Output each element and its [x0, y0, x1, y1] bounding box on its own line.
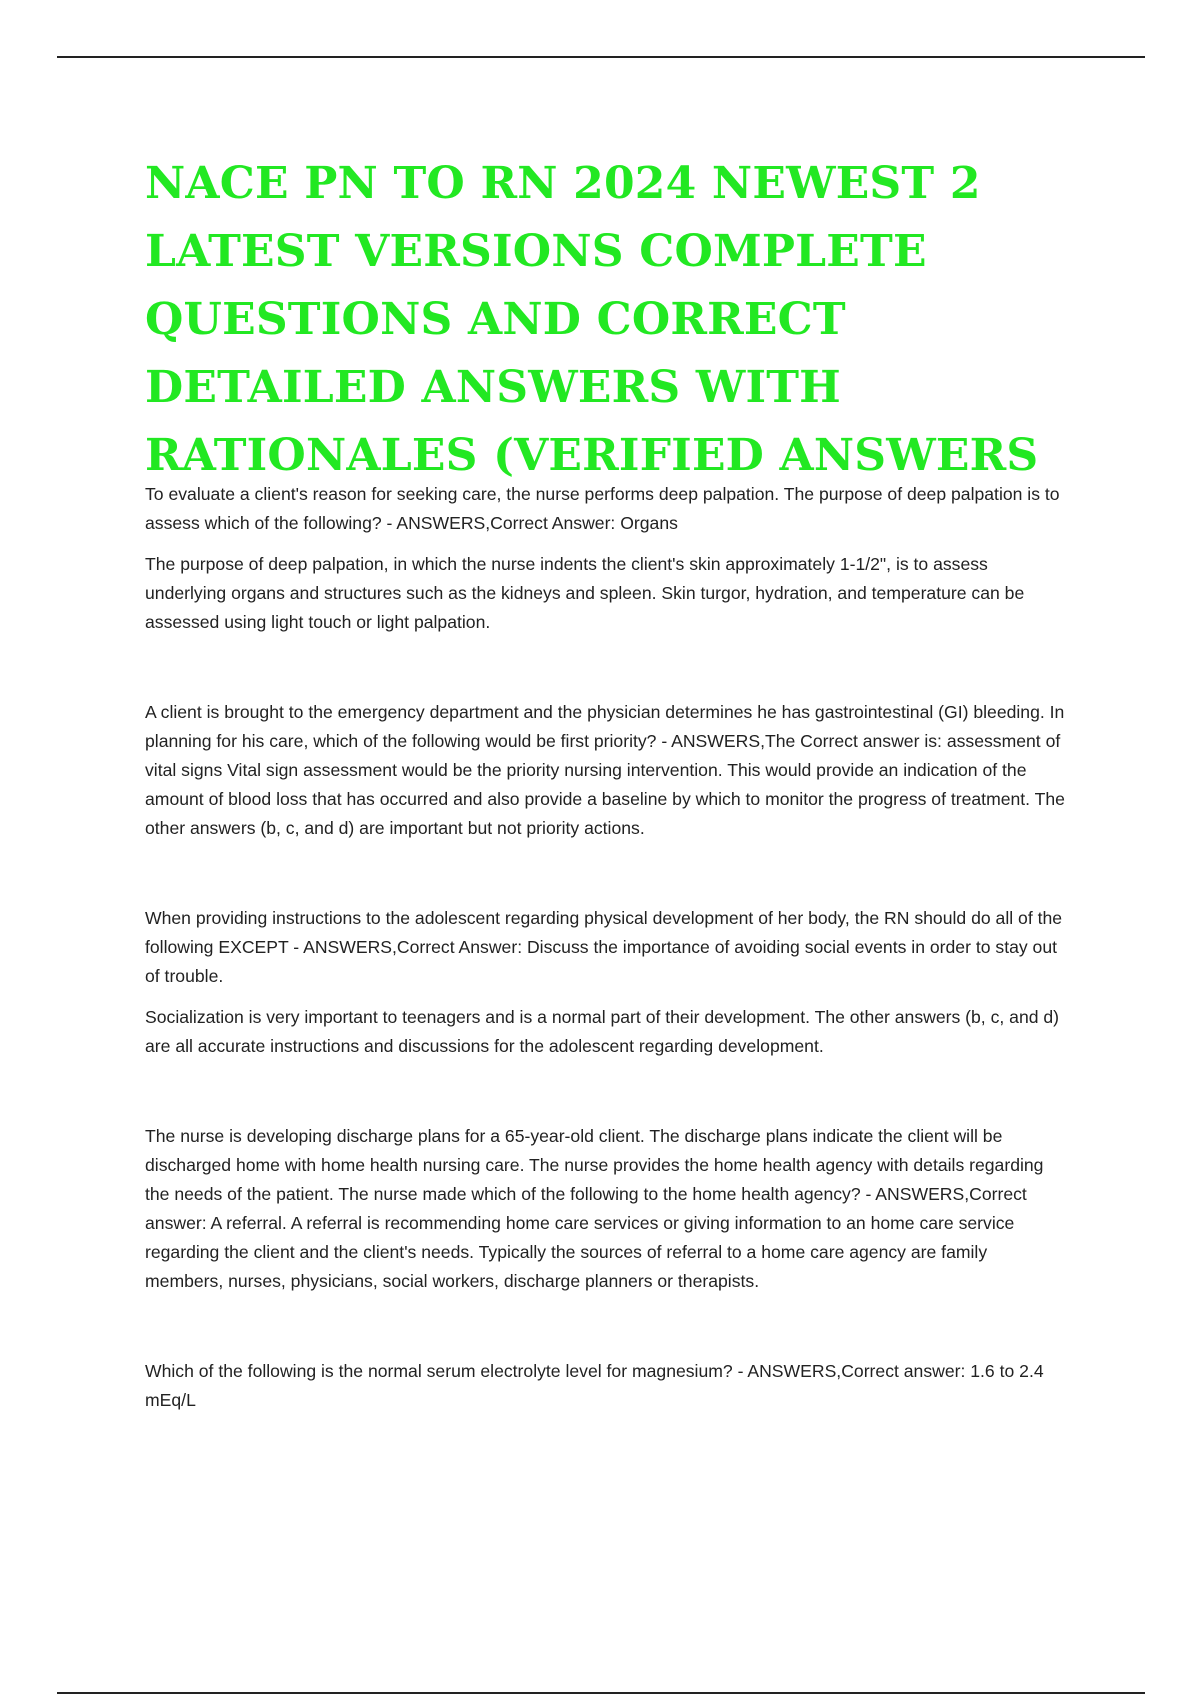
top-rule: [57, 56, 1145, 58]
question-text: When providing instructions to the adolescent regarding physical development of her body, the RN should do all of the following EXCEPT - ANSWERS,Correct Answer: Discuss the importance of avoiding social events in order to stay out of trouble.: [145, 908, 1063, 986]
bottom-rule: [57, 1692, 1145, 1694]
qa-item-4: [145, 1122, 1065, 1296]
question-text: Which of the following is the normal serum electrolyte level for magnesium? - ANSWERS,Correct answer: 1.6 to 2.4 mEq/L: [145, 1361, 1044, 1410]
qa-content: [145, 480, 1065, 1415]
qa-item-1: [145, 480, 1065, 637]
qa-item-2: [145, 698, 1065, 843]
document-title: NACE PN TO RN 2024 NEWEST 2 LATEST VERSIONS COMPLETE QUESTIONS AND CORRECT DETAILED ANSWERS WITH RATIONALES (VERIFIED ANSWERS: [145, 158, 1039, 481]
question-text: A client is brought to the emergency department and the physician determines he has gastrointestinal (GI) bleeding. In planning for his care, which of the following would be first priority? - ANSWERS,The Correct answer is: assessment of vital signs Vital sign assessment would be the priority nursing intervention. This would provide an indication of the amount of blood loss that has occurred and also provide a baseline by which to monitor the progress of treatment. The other answers (b, c, and d) are important but not priority actions.: [145, 702, 1065, 838]
rationale-text: The purpose of deep palpation, in which the nurse indents the client's skin approximately 1-1/2", is to assess underlying organs and structures such as the kidneys and spleen. Skin turgor, hydration, and temperature can be assessed using light touch or light palpation.: [145, 554, 1025, 632]
rationale-text: Socialization is very important to teenagers and is a normal part of their development. The other answers (b, c, and d) are all accurate instructions and discussions for the adolescent regarding development.: [145, 1007, 1060, 1056]
qa-item-3: [145, 904, 1065, 1061]
question-text: The nurse is developing discharge plans for a 65-year-old client. The discharge plans indicate the client will be discharged home with home health nursing care. The nurse provides the home health agency with details regarding the needs of the patient. The nurse made which of the following to the home health agency? - ANSWERS,Correct answer: A referral. A referral is recommending home care services or giving information to an home care service regarding the client and the client's needs. Typically the sources of referral to a home care agency are family members, nurses, physicians, social workers, discharge planners or therapists.: [145, 1126, 1044, 1291]
question-text: To evaluate a client's reason for seeking care, the nurse performs deep palpation. The purpose of deep palpation is to assess which of the following? - ANSWERS,Correct Answer: Organs: [145, 484, 1060, 533]
qa-item-5: [145, 1357, 1065, 1415]
